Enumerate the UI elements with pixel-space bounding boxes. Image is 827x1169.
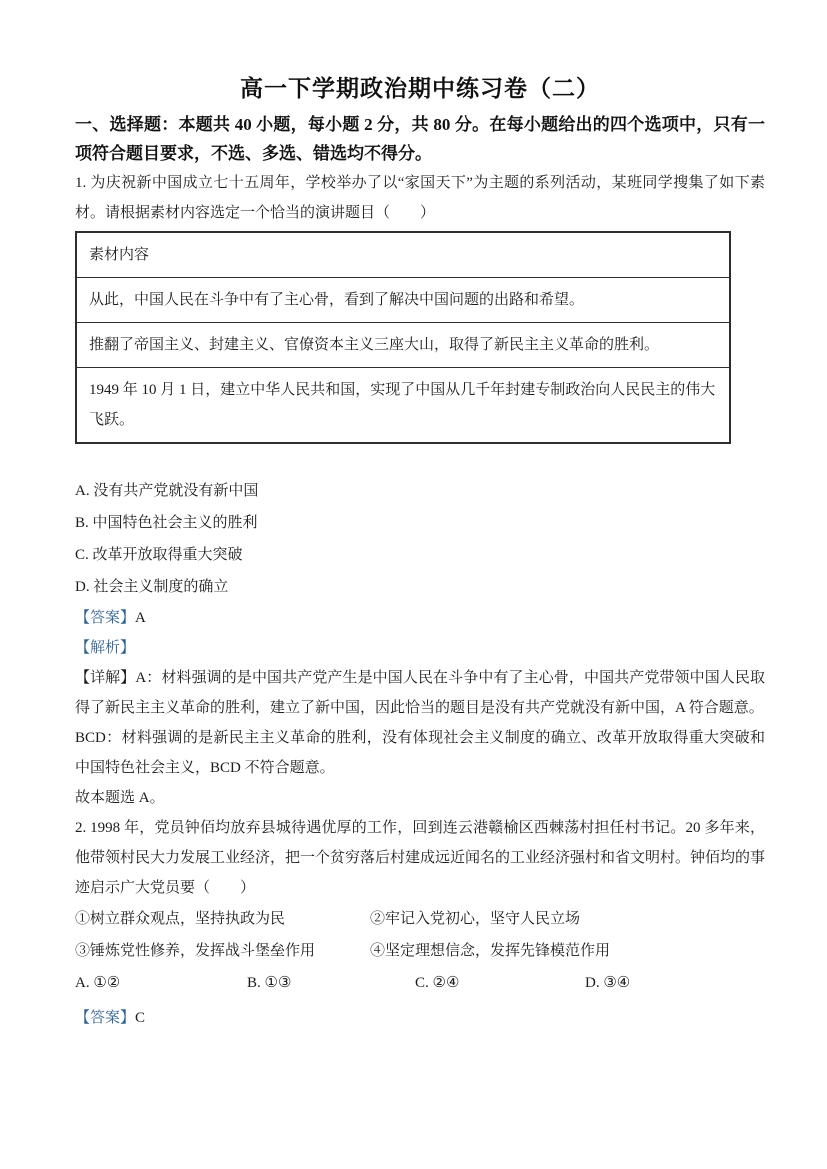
question-1-options — [75, 475, 765, 603]
option-item-d: D. 社会主义制度的确立 — [75, 579, 229, 595]
sub-options-row-2 — [75, 935, 765, 967]
option-item-c: C. 改革开放取得重大突破 — [75, 547, 243, 563]
section-header: 一、选择题：本题共 40 小题，每小题 2 分，共 80 分。在每小题给出的四个选项中，只有一项符合题目要求，不选、多选、错选均不得分。 — [75, 115, 765, 163]
sub-option-item-2: ②牢记入党初心，坚守人民立场 — [370, 911, 581, 927]
table-row — [76, 368, 730, 444]
table-row — [76, 323, 730, 368]
table-cell: 1949 年 10 月 1 日，建立中华人民共和国，实现了中国从几千年封建专制政治向人民民主的伟大飞跃。 — [76, 368, 730, 444]
option-item-a: A. 没有共产党就没有新中国 — [75, 483, 259, 499]
sub-option-item-4: ④坚定理想信念，发挥先锋模范作用 — [370, 943, 611, 959]
detail-paragraph-2: BCD：材料强调的是新民主主义革命的胜利，没有体现社会主义制度的确立、改革开放取得重大突破和中国特色社会主义，BCD 不符合题意。 — [75, 730, 765, 776]
option-item-b: B. 中国特色社会主义的胜利 — [75, 515, 258, 531]
answer-line-2 — [75, 1003, 765, 1033]
option-item-a: A. ①② — [75, 975, 121, 991]
detail-label: 【详解】 — [75, 670, 136, 686]
detail-text: A：材料强调的是中国共产党产生是中国人民在斗争中有了主心骨，中国共产党带领中国人民取得了新民主主义革命的胜利，建立了新中国，因此恰当的题目是没有共产党就没有新中国，A 符合题意。 — [75, 670, 765, 716]
table-row — [76, 232, 730, 278]
question-2 — [75, 813, 765, 1033]
table-cell: 从此，中国人民在斗争中有了主心骨，看到了解决中国问题的出路和希望。 — [76, 278, 730, 323]
question-2-text: 2. 1998 年，党员钟佰均放弃县城待遇优厚的工作，回到连云港赣榆区西棘荡村担任村书记。20 多年来，他带领村民大力发展工业经济，把一个贫穷落后村建成远近闻名的工业经济强村和省文明村。钟佰均的事迹启示广大党员要（ ） — [75, 820, 766, 896]
answer-value: C — [135, 1010, 146, 1026]
sub-options-row-1 — [75, 903, 765, 935]
analysis-line — [75, 633, 765, 663]
document-title: 高一下学期政治期中练习卷（二） — [240, 76, 600, 101]
sub-option-item-3: ③锤炼党性修养，发挥战斗堡垒作用 — [75, 943, 316, 959]
table-cell-header: 素材内容 — [76, 232, 730, 278]
answer-label: 【答案】 — [75, 1010, 136, 1026]
option-item-b: B. ①③ — [247, 975, 292, 991]
question-1 — [75, 168, 765, 813]
analysis-label: 【解析】 — [75, 640, 136, 656]
answer-value: A — [135, 610, 146, 626]
option-item-c: C. ②④ — [415, 975, 460, 991]
material-table — [75, 231, 731, 444]
option-item-d: D. ③④ — [585, 975, 631, 991]
conclusion-text: 故本题选 A。 — [75, 790, 165, 806]
answer-label: 【答案】 — [75, 610, 136, 626]
answer-line — [75, 603, 765, 633]
detail-paragraph — [75, 663, 765, 723]
question-1-text: 1. 为庆祝新中国成立七十五周年，学校举办了以“家国天下”为主题的系列活动，某班同学搜集了如下素材。请根据素材内容选定一个恰当的演讲题目（ ） — [75, 175, 765, 221]
table-cell: 推翻了帝国主义、封建主义、官僚资本主义三座大山，取得了新民主主义革命的胜利。 — [76, 323, 730, 368]
question-2-options — [75, 967, 765, 999]
table-row — [76, 278, 730, 323]
sub-option-item-1: ①树立群众观点，坚持执政为民 — [75, 911, 286, 927]
